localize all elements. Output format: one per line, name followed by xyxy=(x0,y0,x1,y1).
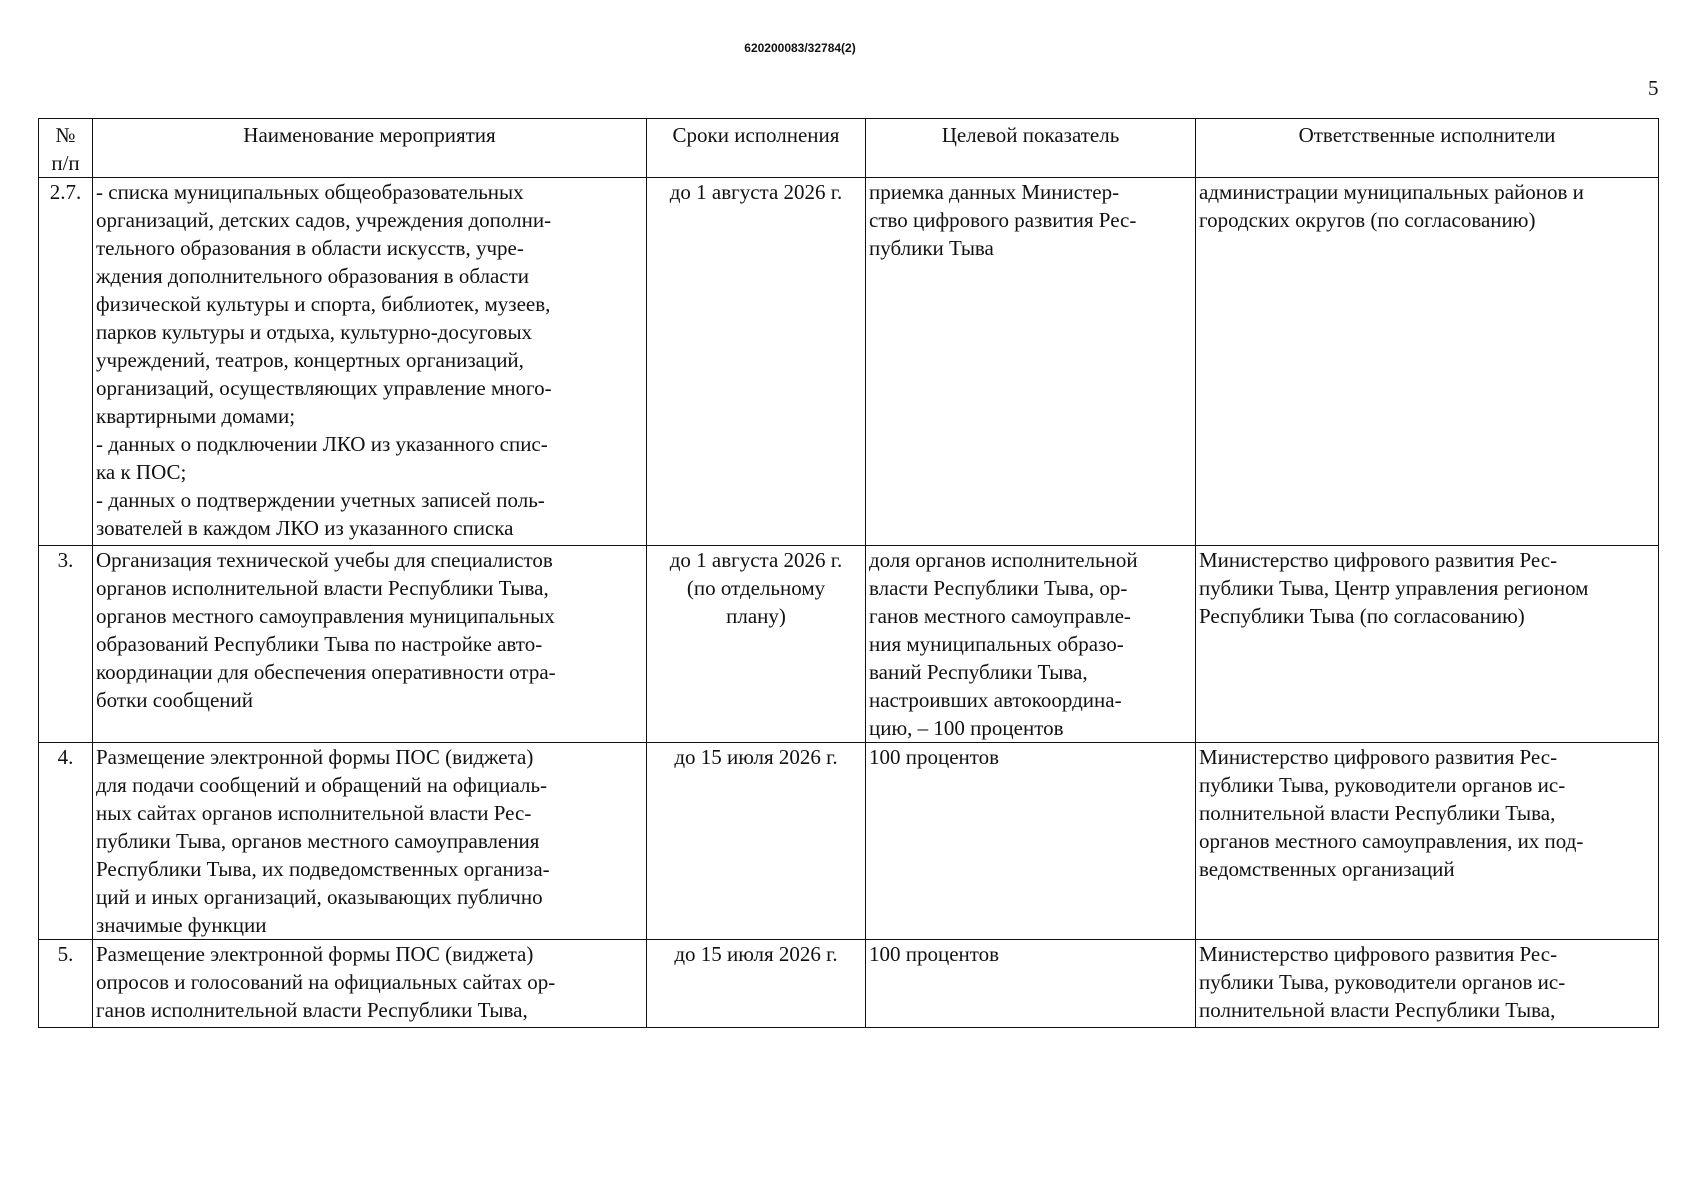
header-event-name-text: Наименование мероприятия xyxy=(243,123,496,147)
responsible-line: администрации муниципальных районов и xyxy=(1199,180,1584,204)
row-number-text: 3. xyxy=(57,548,74,572)
row-number-text: 5. xyxy=(57,942,74,966)
event-name-line: значимые функции xyxy=(96,913,267,937)
deadline-line: плану) xyxy=(726,604,786,628)
event-name-line: органов исполнительной власти Республики Тыва, xyxy=(96,576,549,600)
header-target-indicator-text: Целевой показатель xyxy=(941,123,1120,147)
event-name-line: организаций, детских садов, учреждения дополни- xyxy=(96,208,552,232)
responsible-line: полнительной власти Республики Тыва, xyxy=(1199,801,1556,825)
deadline-line: (по отдельному xyxy=(686,576,826,600)
event-name-line: зователей в каждом ЛКО из указанного списка xyxy=(96,516,514,540)
target-indicator-line: приемка данных Министер- xyxy=(869,180,1120,204)
row-number-cell xyxy=(39,743,93,940)
responsible-line: Министерство цифрового развития Рес- xyxy=(1199,745,1558,769)
header-deadline xyxy=(647,119,866,178)
responsible-cell xyxy=(1196,178,1659,546)
table-row xyxy=(39,546,1659,743)
target-indicator-line: настроивших автокоордина- xyxy=(869,688,1122,712)
event-name-line: органов местного самоуправления муниципальных xyxy=(96,604,555,628)
events-table xyxy=(38,118,1659,1028)
page-number: 5 xyxy=(1648,76,1659,100)
event-name-line: Размещение электронной формы ПОС (виджета) xyxy=(96,745,534,769)
document-id: 620200083/32784(2) xyxy=(744,41,856,55)
row-number-cell xyxy=(39,940,93,1028)
event-name-line: координации для обеспечения оперативности отра- xyxy=(96,660,556,684)
row-number-cell xyxy=(39,546,93,743)
row-number-text: 2.7. xyxy=(49,180,82,204)
event-name-line: ций и иных организаций, оказывающих публично xyxy=(96,885,543,909)
event-name-line: Республики Тыва, их подведомственных организа- xyxy=(96,857,550,881)
header-number-line-1: № xyxy=(55,123,76,147)
header-target-indicator xyxy=(866,119,1196,178)
target-indicator-line: ство цифрового развития Рес- xyxy=(869,208,1137,232)
deadline-cell xyxy=(647,178,866,546)
event-name-line: опросов и голосований на официальных сайтах ор- xyxy=(96,970,556,994)
event-name-line: Организация технической учебы для специалистов xyxy=(96,548,553,572)
responsible-cell xyxy=(1196,940,1659,1028)
event-name-line: тельного образования в области искусств, учре- xyxy=(96,236,524,260)
target-indicator-cell xyxy=(866,178,1196,546)
target-indicator-line: власти Республики Тыва, ор- xyxy=(869,576,1128,600)
deadline-line: до 15 июля 2026 г. xyxy=(674,745,838,769)
responsible-line: ведомственных организаций xyxy=(1199,857,1455,881)
event-name-line: квартирными домами; xyxy=(96,404,296,428)
target-indicator-line: публики Тыва xyxy=(869,236,994,260)
event-name-line: ганов исполнительной власти Республики Тыва, xyxy=(96,998,528,1022)
target-indicator-cell xyxy=(866,940,1196,1028)
responsible-line: публики Тыва, руководители органов ис- xyxy=(1199,773,1566,797)
header-deadline-text: Сроки исполнения xyxy=(672,123,840,147)
table-row xyxy=(39,178,1659,546)
table-row xyxy=(39,743,1659,940)
responsible-cell xyxy=(1196,743,1659,940)
event-name-cell xyxy=(93,743,647,940)
deadline-line: до 1 августа 2026 г. xyxy=(669,180,843,204)
event-name-line: публики Тыва, органов местного самоуправления xyxy=(96,829,540,853)
event-name-cell xyxy=(93,178,647,546)
event-name-line: Размещение электронной формы ПОС (виджета) xyxy=(96,942,534,966)
responsible-line: Министерство цифрового развития Рес- xyxy=(1199,548,1558,572)
responsible-line: Республики Тыва (по согласованию) xyxy=(1199,604,1525,628)
header-number-line-2: п/п xyxy=(51,151,80,175)
responsible-line: публики Тыва, руководители органов ис- xyxy=(1199,970,1566,994)
event-name-line: парков культуры и отдыха, культурно-досуговых xyxy=(96,320,533,344)
event-name-line: - данных о подтверждении учетных записей поль- xyxy=(96,488,545,512)
event-name-line: ка к ПОС; xyxy=(96,460,187,484)
deadline-line: до 1 августа 2026 г. xyxy=(669,548,843,572)
row-number-cell xyxy=(39,178,93,546)
target-indicator-line: ганов местного самоуправле- xyxy=(869,604,1131,628)
table-row xyxy=(39,940,1659,1028)
table-body xyxy=(39,178,1659,1028)
event-name-line: - данных о подключении ЛКО из указанного спис- xyxy=(96,432,548,456)
target-indicator-line: ваний Республики Тыва, xyxy=(869,660,1088,684)
event-name-line: ждения дополнительного образования в области xyxy=(96,264,530,288)
target-indicator-line: цию, – 100 процентов xyxy=(869,716,1064,740)
header-event-name xyxy=(93,119,647,178)
header-responsible xyxy=(1196,119,1659,178)
header-number xyxy=(39,119,93,178)
event-name-line: физической культуры и спорта, библиотек, музеев, xyxy=(96,292,551,316)
event-name-line: ных сайтах органов исполнительной власти Рес- xyxy=(96,801,532,825)
row-number-text: 4. xyxy=(57,745,74,769)
responsible-line: полнительной власти Республики Тыва, xyxy=(1199,998,1556,1022)
deadline-cell xyxy=(647,743,866,940)
event-name-line: учреждений, театров, концертных организаций, xyxy=(96,348,524,372)
event-name-line: организаций, осуществляющих управление много- xyxy=(96,376,552,400)
event-name-cell xyxy=(93,546,647,743)
target-indicator-line: доля органов исполнительной xyxy=(869,548,1138,572)
header-responsible-text: Ответственные исполнители xyxy=(1298,123,1556,147)
responsible-line: публики Тыва, Центр управления регионом xyxy=(1199,576,1589,600)
deadline-line: до 15 июля 2026 г. xyxy=(674,942,838,966)
event-name-cell xyxy=(93,940,647,1028)
event-name-line: образований Республики Тыва по настройке авто- xyxy=(96,632,543,656)
event-name-line: ботки сообщений xyxy=(96,688,253,712)
deadline-cell xyxy=(647,546,866,743)
responsible-cell xyxy=(1196,546,1659,743)
responsible-line: городских округов (по согласованию) xyxy=(1199,208,1536,232)
target-indicator-cell xyxy=(866,546,1196,743)
target-indicator-line: ния муниципальных образо- xyxy=(869,632,1124,656)
responsible-line: органов местного самоуправления, их под- xyxy=(1199,829,1584,853)
table-header-row xyxy=(39,119,1659,178)
target-indicator-line: 100 процентов xyxy=(869,942,1000,966)
target-indicator-cell xyxy=(866,743,1196,940)
target-indicator-line: 100 процентов xyxy=(869,745,1000,769)
deadline-cell xyxy=(647,940,866,1028)
event-name-line: для подачи сообщений и обращений на официаль- xyxy=(96,773,548,797)
responsible-line: Министерство цифрового развития Рес- xyxy=(1199,942,1558,966)
event-name-line: - списка муниципальных общеобразовательных xyxy=(96,180,524,204)
